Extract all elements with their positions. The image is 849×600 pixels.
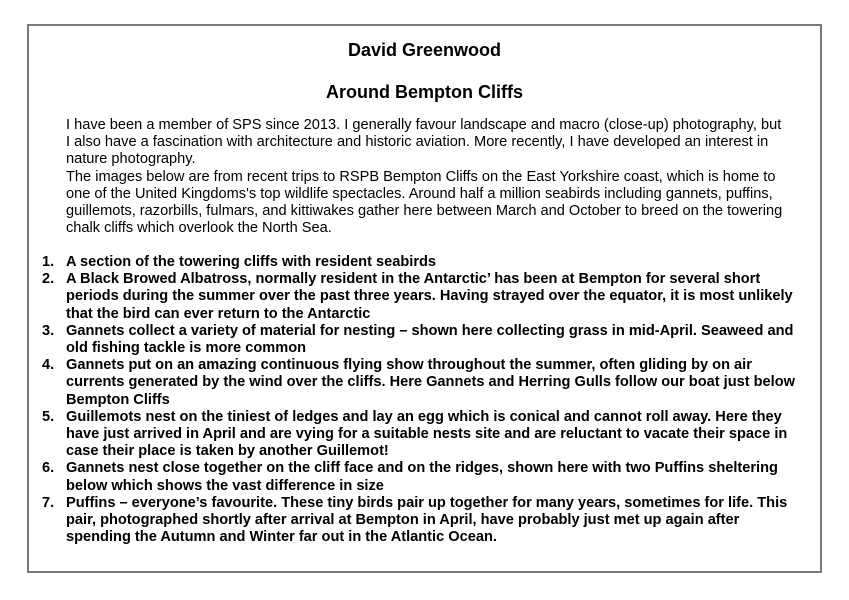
item-number: 6. bbox=[42, 460, 55, 477]
item-text: Guillemots nest on the tiniest of ledges and lay an egg which is conical and cannot roll away. Here they have just arrived in April and are vying for a suitable nests site and are reluctant to vacate their space in case their place is taken by another Guillemot! bbox=[66, 408, 788, 460]
item-number: 1. bbox=[42, 254, 55, 270]
item-number: 3. bbox=[42, 322, 55, 339]
document-title: Around Bempton Cliffs bbox=[326, 82, 523, 102]
item-text: Puffins – everyone’s favourite. These tiny birds pair up together for many years, sometimes for life. This pair, photographed shortly after arrival at Bempton in April, have probably just met up again after spending the Autumn and Winter far out in the Atlantic Ocean. bbox=[66, 494, 788, 546]
item-number: 7. bbox=[42, 494, 55, 511]
intro-section bbox=[66, 117, 786, 237]
item-text: Gannets nest close together on the cliff face and on the ridges, shown here with two Puffins sheltering below which shows the vast difference in size bbox=[66, 460, 778, 494]
list-item bbox=[42, 460, 802, 494]
list-item bbox=[42, 357, 802, 409]
item-text: A section of the towering cliffs with resident seabirds bbox=[66, 254, 437, 270]
item-number: 5. bbox=[42, 408, 55, 425]
item-text: A Black Browed Albatross, normally resident in the Antarctic’ has been at Bempton for several short periods during the summer over the past three years. Having strayed over the equator, it is most unlikely that the bird can ever return to the Antarctic bbox=[66, 271, 793, 322]
item-text: Gannets collect a variety of material for nesting – shown here collecting grass in mid-April. Seaweed and old fishing tackle is more common bbox=[66, 322, 794, 357]
list-item bbox=[42, 323, 802, 357]
author-name: David Greenwood bbox=[347, 40, 502, 60]
document-frame bbox=[27, 24, 822, 573]
caption-list bbox=[42, 254, 802, 546]
intro-paragraph: The images below are from recent trips to RSPB Bempton Cliffs on the East Yorkshire coast, which is home to one of the United Kingdoms's top wildlife spectacles. Around half a million seabirds including gannets, puffins, guillemots, razorbills, fulmars, and kittiwakes gather here between March and October to breed on the towering chalk cliffs which overlook the North Sea. bbox=[66, 168, 783, 237]
list-item bbox=[42, 271, 802, 323]
item-number: 4. bbox=[42, 357, 55, 374]
list-item bbox=[42, 254, 802, 271]
list-item bbox=[42, 409, 802, 461]
intro-paragraph: I have been a member of SPS since 2013. I generally favour landscape and macro (close-up) photography, but I also have a fascination with architecture and historic aviation. More recently, I have developed an interest in nature photography. bbox=[66, 117, 782, 168]
list-item bbox=[42, 495, 802, 547]
item-text: Gannets put on an amazing continuous flying show throughout the summer, often gliding by on air currents generated by the wind over the cliffs. Here Gannets and Herring Gulls follow our boat just below Bempton Cliffs bbox=[66, 357, 795, 408]
item-number: 2. bbox=[42, 271, 55, 288]
